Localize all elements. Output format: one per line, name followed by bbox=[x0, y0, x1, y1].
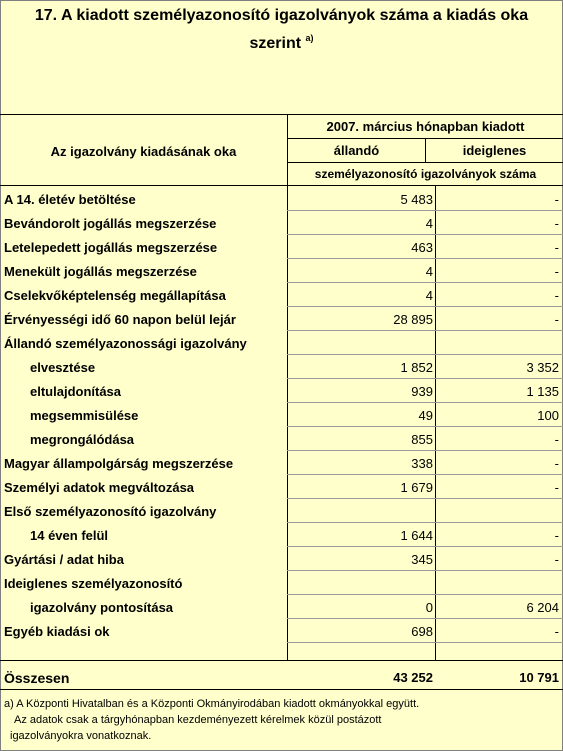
row-label: Első személyazonosító igazolvány bbox=[4, 504, 217, 519]
row-temporary-value: - bbox=[554, 480, 559, 495]
header-temporary: ideiglenes bbox=[462, 143, 527, 158]
title-line-2-text: szerint bbox=[249, 35, 302, 52]
row-separator bbox=[287, 330, 563, 331]
row-label: Érvényességi idő 60 napon belül lejár bbox=[4, 312, 236, 327]
header-permanent: állandó bbox=[333, 143, 380, 158]
row-separator bbox=[287, 282, 563, 283]
header-unit: személyazonosító igazolványok száma bbox=[314, 167, 537, 181]
row-permanent-value: 28 895 bbox=[393, 312, 433, 327]
row-permanent-value: 463 bbox=[411, 240, 433, 255]
row-label: megsemmisülése bbox=[30, 408, 139, 423]
row-permanent-value: 338 bbox=[411, 456, 433, 471]
row-label: megrongálódása bbox=[30, 432, 135, 447]
header-bottom-border bbox=[0, 185, 563, 186]
row-label: Személyi adatok megváltozása bbox=[4, 480, 195, 495]
row-temporary-value: - bbox=[554, 264, 559, 279]
footnote-line-3: igazolványokra vonatkoznak. bbox=[10, 730, 152, 742]
row-label: 14 éven felül bbox=[30, 528, 109, 543]
row-permanent-value: 5 483 bbox=[400, 192, 433, 207]
row-temporary-value: - bbox=[554, 192, 559, 207]
row-temporary-value: - bbox=[554, 216, 559, 231]
row-separator bbox=[287, 474, 563, 475]
row-permanent-value: 4 bbox=[425, 288, 433, 303]
row-separator bbox=[287, 522, 563, 523]
row-label: Bevándorolt jogállás megszerzése bbox=[4, 216, 217, 231]
row-permanent-value: 49 bbox=[418, 408, 433, 423]
total-temporary: 10 791 bbox=[519, 670, 559, 685]
row-separator bbox=[287, 258, 563, 259]
row-label: eltulajdonítása bbox=[30, 384, 122, 399]
total-label: Összesen bbox=[4, 670, 70, 686]
row-separator bbox=[287, 498, 563, 499]
row-permanent-value: 1 679 bbox=[400, 480, 433, 495]
title-line-2 bbox=[0, 27, 563, 55]
page-title bbox=[0, 4, 563, 55]
row-label: Cselekvőképtelenség megállapítása bbox=[4, 288, 226, 303]
row-temporary-value: 3 352 bbox=[526, 360, 559, 375]
row-separator bbox=[287, 618, 563, 619]
row-label: Letelepedett jogállás megszerzése bbox=[4, 240, 218, 255]
row-temporary-value: 1 135 bbox=[526, 384, 559, 399]
row-label: igazolvány pontosítása bbox=[30, 600, 174, 615]
total-bottom-border bbox=[0, 689, 563, 690]
row-permanent-value: 4 bbox=[425, 216, 433, 231]
row-separator bbox=[287, 402, 563, 403]
row-separator bbox=[287, 378, 563, 379]
body-col-divider-2 bbox=[435, 185, 436, 660]
title-line-1: 17. A kiadott személyazonosító igazolványok száma a kiadás oka bbox=[34, 7, 529, 24]
row-label: Menekült jogállás megszerzése bbox=[4, 264, 197, 279]
footnote-line-1: a) A Központi Hivatalban és a Központi Okmányirodában kiadott okmányokkal együtt. bbox=[4, 698, 420, 710]
row-label: A 14. életév betöltése bbox=[4, 192, 136, 207]
body-bottom-border bbox=[0, 660, 563, 661]
header-top-border bbox=[0, 114, 563, 115]
row-temporary-value: 6 204 bbox=[526, 600, 559, 615]
header-period: 2007. március hónapban kiadott bbox=[326, 119, 525, 134]
row-separator bbox=[287, 234, 563, 235]
row-permanent-value: 1 644 bbox=[400, 528, 433, 543]
row-separator bbox=[287, 210, 563, 211]
row-temporary-value: - bbox=[554, 552, 559, 567]
row-label: elvesztése bbox=[30, 360, 96, 375]
row-permanent-value: 4 bbox=[425, 264, 433, 279]
row-permanent-value: 0 bbox=[425, 600, 433, 615]
header-reason: Az igazolvány kiadásának oka bbox=[50, 144, 237, 159]
row-temporary-value: 100 bbox=[537, 408, 559, 423]
row-temporary-value: - bbox=[554, 312, 559, 327]
row-temporary-value: - bbox=[554, 456, 559, 471]
row-temporary-value: - bbox=[554, 528, 559, 543]
footnote-line-2: Az adatok csak a tárgyhónapban kezdeményezett kérelmek közül postázott bbox=[14, 714, 382, 726]
row-separator bbox=[287, 594, 563, 595]
row-label: Egyéb kiadási ok bbox=[4, 624, 110, 639]
row-separator bbox=[287, 570, 563, 571]
row-permanent-value: 855 bbox=[411, 432, 433, 447]
header-sub-border bbox=[287, 162, 563, 163]
row-label: Ideiglenes személyazonosító bbox=[4, 576, 183, 591]
row-permanent-value: 1 852 bbox=[400, 360, 433, 375]
row-separator bbox=[287, 354, 563, 355]
row-separator bbox=[287, 426, 563, 427]
row-temporary-value: - bbox=[554, 288, 559, 303]
row-permanent-value: 939 bbox=[411, 384, 433, 399]
row-label: Állandó személyazonossági igazolvány bbox=[4, 336, 247, 351]
row-label: Magyar állampolgárság megszerzése bbox=[4, 456, 234, 471]
row-separator bbox=[287, 306, 563, 307]
title-note-mark: a) bbox=[305, 33, 314, 43]
row-permanent-value: 698 bbox=[411, 624, 433, 639]
total-permanent: 43 252 bbox=[393, 670, 433, 685]
row-permanent-value: 345 bbox=[411, 552, 433, 567]
row-temporary-value: - bbox=[554, 624, 559, 639]
row-label: Gyártási / adat hiba bbox=[4, 552, 124, 567]
row-separator bbox=[287, 450, 563, 451]
row-temporary-value: - bbox=[554, 240, 559, 255]
row-separator bbox=[287, 642, 563, 643]
row-temporary-value: - bbox=[554, 432, 559, 447]
row-separator bbox=[287, 546, 563, 547]
body-col-divider-1 bbox=[287, 185, 288, 660]
